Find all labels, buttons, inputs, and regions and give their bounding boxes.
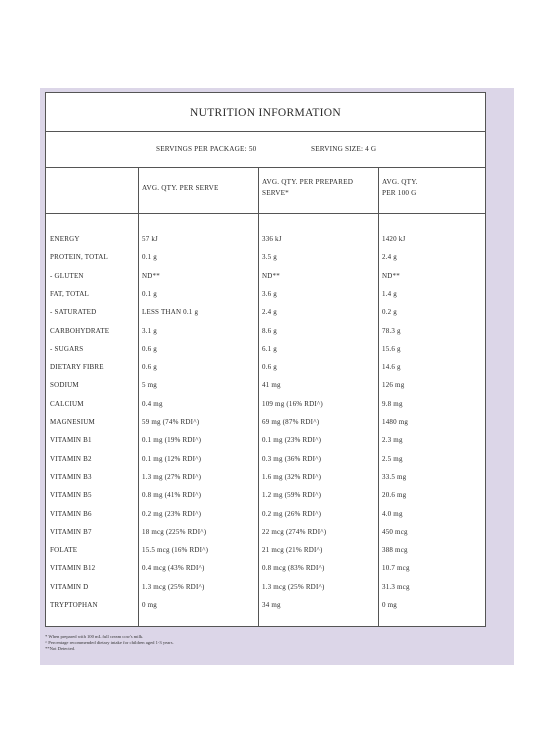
table-row <box>46 345 485 363</box>
nutrient-label: VITAMIN B6 <box>50 509 92 518</box>
per-serve-value: 5 mg <box>142 381 157 390</box>
per-serve-value: 57 kJ <box>142 235 158 243</box>
table-row <box>46 327 485 345</box>
per-100g-value: 388 mcg <box>382 546 408 555</box>
column-header-per-100g: AVG. QTY. PER 100 G <box>382 178 418 197</box>
per-serve-value: 0.1 mg (12% RDI^) <box>142 454 202 463</box>
servings-per-package: SERVINGS PER PACKAGE: 50 <box>156 145 257 153</box>
per-serve-value: 15.5 mcg (16% RDI^) <box>142 546 209 555</box>
table-row <box>46 583 485 601</box>
prepared-value: ND** <box>262 271 280 280</box>
header-divider <box>46 213 485 214</box>
table-row <box>46 491 485 509</box>
per-100g-value: 1480 mg <box>382 418 409 426</box>
prepared-value: 0.8 mcg (83% RDI^) <box>262 564 325 573</box>
nutrient-label: - SATURATED <box>50 308 97 317</box>
per-serve-value: 0.4 mg <box>142 399 163 408</box>
table-row <box>46 564 485 582</box>
table-row <box>46 290 485 308</box>
column-header-prepared: AVG. QTY. PER PREPARED SERVE* <box>262 178 354 197</box>
table-row <box>46 235 485 253</box>
table-title: NUTRITION INFORMATION <box>190 107 341 119</box>
per-100g-value: ND** <box>382 271 400 280</box>
footnotes <box>45 634 174 653</box>
per-serve-value: 3.1 g <box>142 326 157 335</box>
per-serve-value: 1.3 mg (27% RDI^) <box>142 472 202 481</box>
nutrient-label: VITAMIN B12 <box>50 564 96 573</box>
prepared-value: 2.4 g <box>262 308 277 317</box>
nutrient-label: VITAMIN B5 <box>50 491 92 500</box>
nutrient-label: ENERGY <box>50 235 80 243</box>
per-100g-value: 1.4 g <box>382 289 397 298</box>
per-100g-value: 78.3 g <box>382 326 401 335</box>
per-100g-value: 0.2 g <box>382 308 397 317</box>
nutrient-label: SODIUM <box>50 381 79 390</box>
prepared-value: 109 mg (16% RDI^) <box>262 399 323 408</box>
per-100g-value: 9.8 mg <box>382 399 403 408</box>
table-row <box>46 601 485 619</box>
per-100g-value: 126 mg <box>382 381 405 390</box>
prepared-value: 22 mcg (274% RDI^) <box>262 527 327 536</box>
per-serve-value: 0.1 g <box>142 253 157 262</box>
title-divider <box>46 131 485 132</box>
column-header-per-serve: AVG. QTY. PER SERVE <box>142 184 219 192</box>
table-row <box>46 510 485 528</box>
per-serve-value: 18 mcg (225% RDI^) <box>142 527 207 536</box>
nutrient-label: VITAMIN B1 <box>50 436 92 445</box>
table-row <box>46 528 485 546</box>
prepared-value: 3.5 g <box>262 253 277 262</box>
per-serve-value: LESS THAN 0.1 g <box>142 308 199 317</box>
serving-size: SERVING SIZE: 4 G <box>311 145 377 153</box>
table-row <box>46 308 485 326</box>
nutrient-label: PROTEIN, TOTAL <box>50 253 108 262</box>
table-row <box>46 253 485 271</box>
prepared-value: 3.6 g <box>262 289 277 298</box>
prepared-value: 1.6 mg (32% RDI^) <box>262 472 322 481</box>
prepared-value: 1.3 mcg (25% RDI^) <box>262 582 325 591</box>
prepared-value: 1.2 mg (59% RDI^) <box>262 491 322 500</box>
per-100g-value: 2.4 g <box>382 253 397 262</box>
nutrient-label: VITAMIN B3 <box>50 472 92 481</box>
per-100g-value: 33.5 mg <box>382 472 407 481</box>
per-serve-value: 0.8 mg (41% RDI^) <box>142 491 202 500</box>
prepared-value: 41 mg <box>262 381 281 390</box>
nutrient-label: FOLATE <box>50 546 78 555</box>
per-serve-value: 1.3 mcg (25% RDI^) <box>142 582 205 591</box>
table-row <box>46 418 485 436</box>
nutrient-label: VITAMIN D <box>50 582 89 591</box>
per-100g-value: 20.6 mg <box>382 491 407 500</box>
per-100g-value: 1420 kJ <box>382 235 406 243</box>
nutrient-label: TRYPTOPHAN <box>50 601 98 609</box>
nutrient-label: DIETARY FIBRE <box>50 363 104 372</box>
per-serve-value: 0.4 mcg (43% RDI^) <box>142 564 205 573</box>
nutrient-label: CARBOHYDRATE <box>50 326 110 335</box>
prepared-value: 0.6 g <box>262 363 277 372</box>
prepared-value: 8.6 g <box>262 326 277 335</box>
per-100g-value: 14.6 g <box>382 363 401 372</box>
per-100g-value: 4.0 mg <box>382 509 403 518</box>
nutrient-label: CALCIUM <box>50 399 84 408</box>
nutrient-label: - GLUTEN <box>50 271 84 280</box>
table-row <box>46 381 485 399</box>
per-serve-value: 59 mg (74% RDI^) <box>142 418 200 426</box>
prepared-value: 34 mg <box>262 601 281 609</box>
nutrient-label: VITAMIN B2 <box>50 454 92 463</box>
footnote-not-detected: **Not Detected. <box>45 646 76 652</box>
nutrient-label: FAT, TOTAL <box>50 289 90 298</box>
per-100g-value: 450 mcg <box>382 527 408 536</box>
prepared-value: 336 kJ <box>262 235 282 243</box>
prepared-value: 0.1 mg (23% RDI^) <box>262 436 322 445</box>
nutrition-table <box>45 92 486 627</box>
nutrition-panel <box>40 88 514 665</box>
footnote-prepared: * When prepared with 100 mL full cream cow's milk. <box>45 634 144 639</box>
prepared-value: 69 mg (87% RDI^) <box>262 418 320 426</box>
per-100g-value: 10.7 mcg <box>382 564 410 573</box>
table-row <box>46 473 485 491</box>
per-100g-value: 2.5 mg <box>382 454 403 463</box>
nutrient-label: - SUGARS <box>50 344 84 353</box>
per-100g-value: 2.3 mg <box>382 436 403 445</box>
per-serve-value: 0.2 mg (23% RDI^) <box>142 509 202 518</box>
per-serve-value: 0.1 mg (19% RDI^) <box>142 436 202 445</box>
prepared-value: 6.1 g <box>262 344 277 353</box>
table-row <box>46 363 485 381</box>
per-100g-value: 15.6 g <box>382 344 401 353</box>
table-row <box>46 455 485 473</box>
nutrient-label: MAGNESIUM <box>50 418 95 426</box>
prepared-value: 0.2 mg (26% RDI^) <box>262 509 322 518</box>
per-100g-value: 0 mg <box>382 601 397 609</box>
table-row <box>46 436 485 454</box>
per-serve-value: 0.1 g <box>142 289 157 298</box>
table-row <box>46 272 485 290</box>
per-serve-value: 0.6 g <box>142 344 157 353</box>
table-row <box>46 400 485 418</box>
per-100g-value: 31.3 mcg <box>382 582 410 591</box>
servings-divider <box>46 167 485 168</box>
prepared-value: 0.3 mg (36% RDI^) <box>262 454 322 463</box>
nutrient-label: VITAMIN B7 <box>50 527 92 536</box>
footnote-rdi: ^ Percentage recommended dietary intake for children aged 1-3 years. <box>45 640 174 646</box>
per-serve-value: ND** <box>142 271 160 280</box>
per-serve-value: 0 mg <box>142 601 157 609</box>
table-row <box>46 546 485 564</box>
prepared-value: 21 mcg (21% RDI^) <box>262 546 323 555</box>
per-serve-value: 0.6 g <box>142 363 157 372</box>
